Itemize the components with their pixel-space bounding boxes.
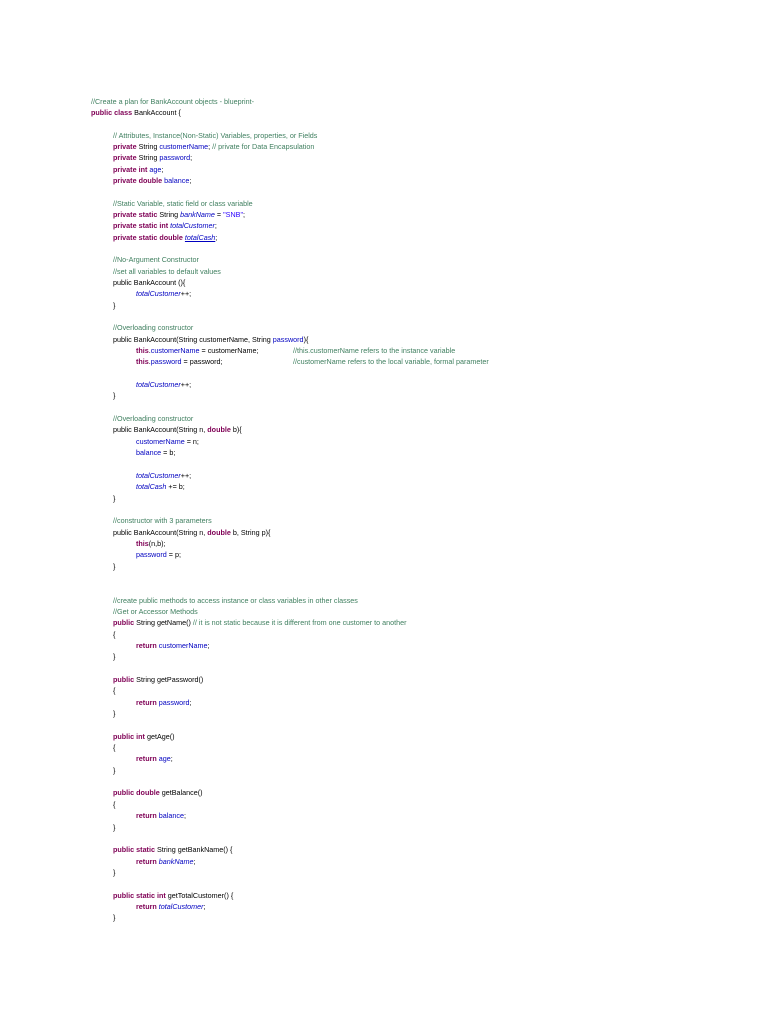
code-listing: [91, 96, 489, 924]
code-text: ;: [208, 141, 213, 151]
static-field-name: totalCustomer: [158, 901, 204, 911]
code-text: getBalance(): [159, 788, 203, 798]
code-text: }: [113, 765, 116, 775]
code-text: ;: [193, 856, 196, 866]
code-line: [91, 753, 489, 764]
code-line: [91, 527, 489, 538]
keyword: return: [136, 697, 157, 707]
code-text: String: [136, 141, 160, 151]
code-text: {: [113, 743, 116, 753]
code-text: {: [113, 686, 116, 696]
code-text: String getName(): [134, 618, 193, 628]
comment: //customerName refers to the local variable, formal parameter: [293, 357, 489, 367]
code-text: ;: [170, 754, 173, 764]
code-text: = p;: [166, 550, 181, 560]
code-line: [91, 141, 489, 152]
field-name: customerName: [150, 346, 200, 356]
comment: //this.customerName refers to the instance variable: [293, 346, 456, 356]
code-text: public BankAccount(String n,: [113, 425, 208, 435]
code-line: [91, 481, 489, 492]
field-name: customerName: [159, 141, 209, 151]
code-text: ;: [161, 164, 164, 174]
keyword: int: [138, 164, 148, 174]
string-literal: "SNB": [223, 209, 243, 219]
keyword: int: [136, 731, 145, 741]
code-text: b){: [230, 425, 242, 435]
code-text: public BankAccount (){: [113, 278, 186, 287]
code-text: getTotalCustomer() {: [165, 890, 234, 900]
comment: //Get or Accessor Methods: [113, 606, 198, 616]
code-line: [91, 436, 489, 447]
code-text: }: [113, 493, 116, 503]
code-line: [91, 856, 489, 867]
code-text: ;: [189, 175, 192, 185]
code-line: [91, 515, 489, 526]
code-line: [91, 651, 489, 662]
code-line: [91, 470, 489, 481]
code-line: [91, 107, 489, 118]
code-text: = b;: [161, 448, 176, 458]
blank-line: [91, 118, 489, 129]
keyword: public: [113, 890, 135, 900]
code-line: [91, 345, 489, 356]
code-text: ;: [243, 209, 245, 219]
static-field-name: bankName: [158, 856, 194, 866]
keyword: double: [138, 175, 163, 185]
code-line: [91, 742, 489, 753]
field-name: password: [158, 697, 190, 707]
code-line: [91, 549, 489, 560]
blank-line: [91, 776, 489, 787]
code-text: ;: [215, 232, 218, 242]
field-name: customerName: [158, 641, 208, 650]
code-line: [91, 810, 489, 821]
code-line: [91, 867, 489, 878]
keyword: int: [159, 221, 169, 231]
code-line: [91, 379, 489, 390]
keyword: this: [136, 538, 149, 548]
code-line: [91, 606, 489, 617]
code-text: .: [148, 357, 151, 367]
keyword: public: [113, 788, 135, 798]
static-field-name: totalCash: [184, 232, 216, 242]
code-line: [91, 277, 489, 288]
blank-line: [91, 243, 489, 254]
keyword: return: [136, 856, 157, 866]
code-text: public BankAccount(String n,: [113, 527, 208, 537]
code-line: [91, 334, 489, 345]
field-name: age: [149, 164, 162, 174]
comment: //constructor with 3 parameters: [113, 516, 212, 526]
comment: //Create a plan for BankAccount objects - blueprint-: [91, 96, 255, 106]
code-line: [91, 130, 489, 141]
code-text: ;: [190, 153, 193, 163]
code-line: [91, 198, 489, 209]
keyword: private: [113, 209, 137, 219]
static-field-name: totalCustomer: [170, 221, 215, 231]
code-text: =: [214, 209, 224, 219]
keyword: return: [136, 754, 157, 764]
code-text: public BankAccount(String customerName, String: [113, 334, 273, 344]
blank-line: [91, 583, 489, 594]
comment: //Static Variable, static field or class variable: [113, 198, 253, 208]
code-text: (n,b);: [148, 538, 166, 548]
keyword: double: [159, 232, 183, 242]
code-text: }: [113, 300, 116, 310]
field-name: password: [272, 334, 304, 344]
field-name: password: [150, 357, 182, 367]
code-text: = password;: [181, 357, 223, 367]
code-line: [91, 912, 489, 923]
code-line: [91, 674, 489, 685]
code-line: [91, 799, 489, 810]
field-name: customerName: [136, 436, 185, 446]
comment: // it is not static because it is different from one customer to another: [192, 618, 407, 628]
code-text: }: [113, 867, 116, 877]
keyword: return: [136, 811, 157, 821]
code-line: [91, 787, 489, 798]
code-line: [91, 175, 489, 186]
code-line: [91, 822, 489, 833]
code-line: [91, 220, 489, 231]
comment: //No-Argument Constructor: [113, 255, 199, 265]
keyword: static: [138, 221, 158, 231]
code-line: [91, 901, 489, 912]
static-field-name: totalCustomer: [136, 289, 181, 299]
code-text: getAge(): [144, 731, 175, 741]
blank-line: [91, 572, 489, 583]
blank-line: [91, 459, 489, 470]
code-text: += b;: [166, 482, 185, 492]
code-line: [91, 152, 489, 163]
blank-line: [91, 402, 489, 413]
code-text: }: [113, 561, 116, 571]
code-text: ;: [214, 221, 217, 231]
code-text: {: [113, 629, 116, 639]
code-line: [91, 708, 489, 719]
code-line: [91, 697, 489, 708]
keyword: private: [113, 221, 137, 231]
keyword: static: [138, 232, 158, 242]
code-text: ;: [189, 697, 192, 707]
keyword: this: [136, 346, 149, 356]
field-name: password: [136, 550, 167, 560]
blank-line: [91, 663, 489, 674]
keyword: private: [113, 175, 137, 185]
static-field-name: totalCash: [136, 482, 167, 492]
field-name: balance: [158, 811, 184, 821]
code-text: .: [148, 346, 151, 356]
code-text: ++;: [180, 289, 192, 299]
code-text: String getPassword(): [134, 675, 204, 685]
code-line: [91, 447, 489, 458]
keyword: private: [113, 232, 137, 242]
code-line: [91, 254, 489, 265]
code-line: [91, 300, 489, 311]
code-line: [91, 390, 489, 401]
static-field-name: bankName: [180, 209, 215, 219]
code-line: [91, 424, 489, 435]
blank-line: [91, 833, 489, 844]
code-text: ++;: [180, 380, 192, 390]
static-field-name: totalCustomer: [136, 470, 181, 480]
code-line: [91, 232, 489, 243]
keyword: public: [91, 107, 113, 117]
code-text: String: [136, 153, 160, 163]
code-text: ;: [207, 641, 210, 650]
blank-line: [91, 878, 489, 889]
keyword: double: [207, 527, 231, 537]
code-line: [91, 164, 489, 175]
code-line: [91, 356, 489, 367]
code-line: [91, 731, 489, 742]
code-line: [91, 266, 489, 277]
code-line: [91, 288, 489, 299]
comment: // Attributes, Instance(Non-Static) Variables, properties, or Fields: [113, 130, 318, 140]
code-text: {: [113, 799, 116, 809]
code-line: [91, 640, 489, 651]
comment: //set all variables to default values: [113, 266, 221, 276]
code-text: = customerName;: [199, 346, 259, 356]
keyword: int: [156, 890, 166, 900]
field-name: balance: [136, 448, 162, 458]
field-name: balance: [164, 175, 190, 185]
field-name: age: [158, 754, 171, 764]
keyword: static: [136, 890, 155, 900]
code-line: [91, 493, 489, 504]
keyword: public: [113, 731, 135, 741]
code-text: }: [113, 822, 116, 832]
code-text: }: [113, 652, 116, 662]
code-text: = n;: [184, 436, 199, 446]
code-text: String: [157, 209, 181, 219]
keyword: private: [113, 153, 137, 163]
keyword: class: [114, 107, 133, 117]
code-text: ;: [203, 901, 206, 911]
keyword: static: [136, 845, 155, 855]
code-text: }: [113, 709, 116, 719]
code-text: }: [113, 391, 116, 401]
comment: //Overloading constructor: [113, 414, 194, 424]
blank-line: [91, 311, 489, 322]
code-line: [91, 844, 489, 855]
code-line: [91, 413, 489, 424]
code-line: [91, 209, 489, 220]
comment: //Overloading constructor: [113, 323, 194, 333]
keyword: double: [207, 425, 231, 435]
keyword: public: [113, 845, 135, 855]
code-text: }: [113, 913, 116, 923]
keyword: return: [136, 901, 157, 911]
code-text: b, String p){: [230, 527, 271, 537]
code-text: ++;: [180, 470, 192, 480]
blank-line: [91, 504, 489, 515]
code-text: BankAccount {: [132, 107, 181, 117]
code-line: [91, 96, 489, 107]
code-line: [91, 629, 489, 640]
keyword: public: [113, 618, 135, 628]
keyword: private: [113, 141, 137, 151]
keyword: static: [138, 209, 158, 219]
comment: // private for Data Encapsulation: [212, 141, 315, 151]
comment: //create public methods to access instance or class variables in other classes: [113, 595, 358, 605]
blank-line: [91, 186, 489, 197]
keyword: double: [136, 788, 160, 798]
code-line: [91, 322, 489, 333]
code-line: [91, 765, 489, 776]
field-name: password: [159, 153, 191, 163]
keyword: return: [136, 641, 157, 650]
blank-line: [91, 719, 489, 730]
code-text: ;: [183, 811, 186, 821]
code-text: String getBankName() {: [154, 845, 233, 855]
code-text: ){: [303, 334, 309, 344]
keyword: private: [113, 164, 137, 174]
code-line: [91, 561, 489, 572]
keyword: public: [113, 675, 135, 685]
static-field-name: totalCustomer: [136, 380, 181, 390]
code-line: [91, 617, 489, 628]
code-line: [91, 595, 489, 606]
blank-line: [91, 368, 489, 379]
code-line: [91, 685, 489, 696]
code-line: [91, 890, 489, 901]
code-line: [91, 538, 489, 549]
keyword: this: [136, 357, 149, 367]
